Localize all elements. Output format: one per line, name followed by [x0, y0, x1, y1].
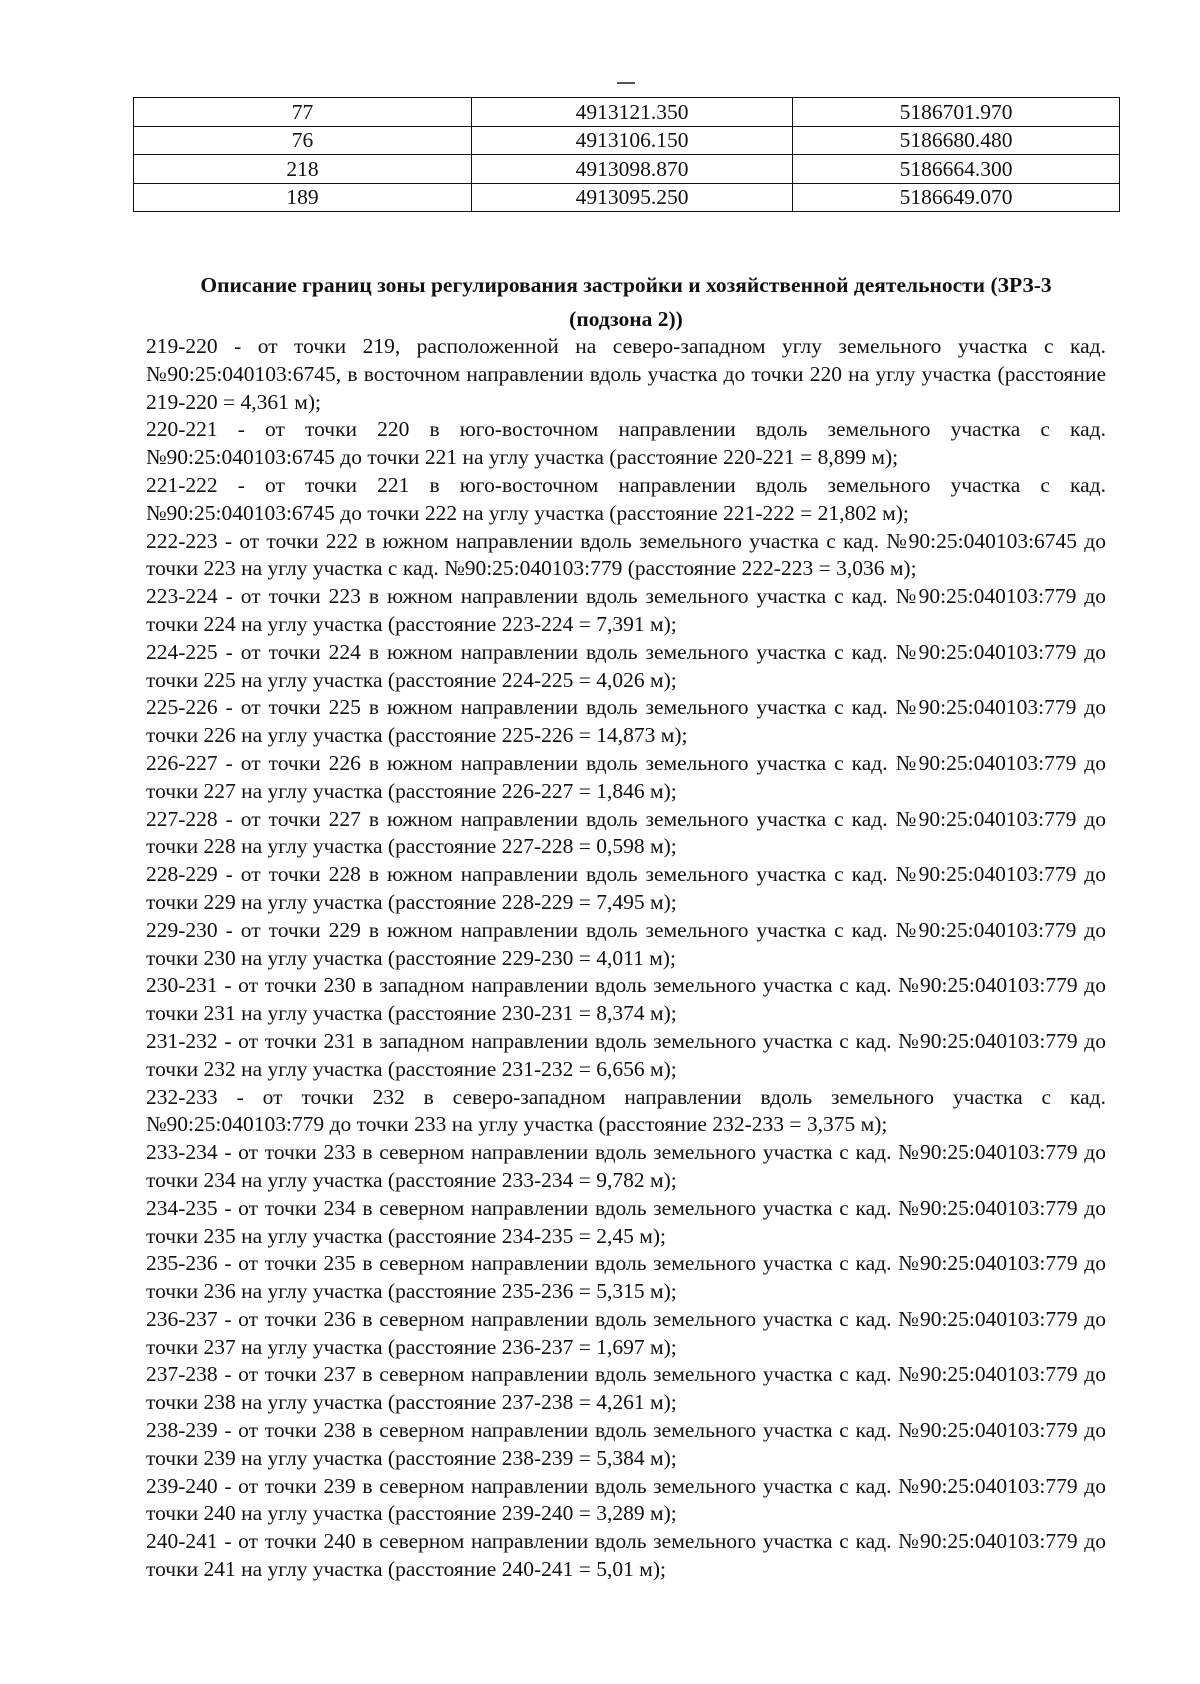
table-row [134, 183, 1120, 212]
boundary-segment: 227-228 - от точки 227 в южном направлении вдоль земельного участка с кад. №90:25:040103:779 до точки 228 на углу участка (расстояние 227-228 = 0,598 м); [146, 806, 1106, 859]
x-coordinate-cell: 4913095.250 [472, 183, 793, 212]
section-heading [133, 268, 1119, 336]
boundary-segment: 240-241 - от точки 240 в северном направлении вдоль земельного участка с кад. №90:25:040103:779 до точки 241 на углу участка (расстояние 240-241 = 5,01 м); [146, 1529, 1106, 1582]
boundary-segment: 234-235 - от точки 234 в северном направлении вдоль земельного участка с кад. №90:25:040103:779 до точки 235 на углу участка (расстояние 234-235 = 2,45 м); [146, 1195, 1106, 1248]
boundary-segment: 225-226 - от точки 225 в южном направлении вдоль земельного участка с кад. №90:25:040103:779 до точки 226 на углу участка (расстояние 225-226 = 14,873 м); [146, 695, 1106, 748]
boundary-description [146, 333, 1106, 1584]
point-number-cell: 218 [134, 155, 472, 184]
boundary-segment: 229-230 - от точки 229 в южном направлении вдоль земельного участка с кад. №90:25:040103:779 до точки 230 на углу участка (расстояние 229-230 = 4,011 м); [146, 917, 1106, 970]
point-number-cell: 76 [134, 126, 472, 155]
x-coordinate-cell: 4913098.870 [472, 155, 793, 184]
heading-line: Описание границ зоны регулирования застройки и хозяйственной деятельности (ЗРЗ-3 [200, 273, 1052, 297]
boundary-segment: 230-231 - от точки 230 в западном направлении вдоль земельного участка с кад. №90:25:040103:779 до точки 231 на углу участка (расстояние 230-231 = 8,374 м); [146, 973, 1106, 1026]
boundary-segment: 220-221 - от точки 220 в юго-восточном направлении вдоль земельного участка с кад. №90:25:040103:6745 до точки 221 на углу участка (расстояние 220-221 = 8,899 м); [146, 417, 1106, 470]
point-number-cell: 189 [134, 183, 472, 212]
boundary-segment: 224-225 - от точки 224 в южном направлении вдоль земельного участка с кад. №90:25:040103:779 до точки 225 на углу участка (расстояние 224-225 = 4,026 м); [146, 639, 1106, 692]
boundary-segment: 236-237 - от точки 236 в северном направлении вдоль земельного участка с кад. №90:25:040103:779 до точки 237 на углу участка (расстояние 236-237 = 1,697 м); [146, 1306, 1106, 1359]
boundary-segment: 228-229 - от точки 228 в южном направлении вдоль земельного участка с кад. №90:25:040103:779 до точки 229 на углу участка (расстояние 228-229 = 7,495 м); [146, 862, 1106, 914]
boundary-segment: 233-234 - от точки 233 в северном направлении вдоль земельного участка с кад. №90:25:040103:779 до точки 234 на углу участка (расстояние 233-234 = 9,782 м); [146, 1140, 1106, 1192]
boundary-segment: 239-240 - от точки 239 в северном направлении вдоль земельного участка с кад. №90:25:040103:779 до точки 240 на углу участка (расстояние 239-240 = 3,289 м); [146, 1473, 1106, 1526]
boundary-segment: 219-220 - от точки 219, расположенной на северо-западном углу земельного участка с кад. №90:25:040103:6745, в восточном направлении вдоль участка до точки 220 на углу участка (расстояние 219-220 = 4,361 м); [146, 334, 1106, 414]
x-coordinate-cell: 4913121.350 [472, 98, 793, 127]
y-coordinate-cell: 5186701.970 [793, 98, 1120, 127]
y-coordinate-cell: 5186664.300 [793, 155, 1120, 184]
table-row [134, 126, 1120, 155]
boundary-segment: 226-227 - от точки 226 в южном направлении вдоль земельного участка с кад. №90:25:040103:779 до точки 227 на углу участка (расстояние 226-227 = 1,846 м); [146, 750, 1106, 803]
boundary-segment: 223-224 - от точки 223 в южном направлении вдоль земельного участка с кад. №90:25:040103:779 до точки 224 на углу участка (расстояние 223-224 = 7,391 м); [146, 584, 1106, 636]
boundary-segment: 222-223 - от точки 222 в южном направлении вдоль земельного участка с кад. №90:25:040103:6745 до точки 223 на углу участка с кад. №90:25:040103:779 (расстояние 222-223 = 3,036 м); [146, 528, 1106, 581]
scan-mark [617, 82, 635, 84]
boundary-segment: 232-233 - от точки 232 в северо-западном направлении вдоль земельного участка с кад. №90:25:040103:779 до точки 233 на углу участка (расстояние 232-233 = 3,375 м); [146, 1084, 1106, 1137]
table-row [134, 155, 1120, 184]
x-coordinate-cell: 4913106.150 [472, 126, 793, 155]
boundary-segment: 231-232 - от точки 231 в западном направлении вдоль земельного участка с кад. №90:25:040103:779 до точки 232 на углу участка (расстояние 231-232 = 6,656 м); [146, 1028, 1106, 1081]
boundary-segment: 221-222 - от точки 221 в юго-восточном направлении вдоль земельного участка с кад. №90:25:040103:6745 до точки 222 на углу участка (расстояние 221-222 = 21,802 м); [146, 472, 1106, 525]
table-row [134, 98, 1120, 127]
heading-line: (подзона 2)) [569, 307, 683, 331]
boundary-segment: 237-238 - от точки 237 в северном направлении вдоль земельного участка с кад. №90:25:040103:779 до точки 238 на углу участка (расстояние 237-238 = 4,261 м); [146, 1362, 1106, 1415]
coordinates-table [133, 97, 1120, 212]
point-number-cell: 77 [134, 98, 472, 127]
boundary-segment: 238-239 - от точки 238 в северном направлении вдоль земельного участка с кад. №90:25:040103:779 до точки 239 на углу участка (расстояние 238-239 = 5,384 м); [146, 1418, 1106, 1470]
y-coordinate-cell: 5186680.480 [793, 126, 1120, 155]
boundary-segment: 235-236 - от точки 235 в северном направлении вдоль земельного участка с кад. №90:25:040103:779 до точки 236 на углу участка (расстояние 235-236 = 5,315 м); [146, 1251, 1106, 1304]
y-coordinate-cell: 5186649.070 [793, 183, 1120, 212]
